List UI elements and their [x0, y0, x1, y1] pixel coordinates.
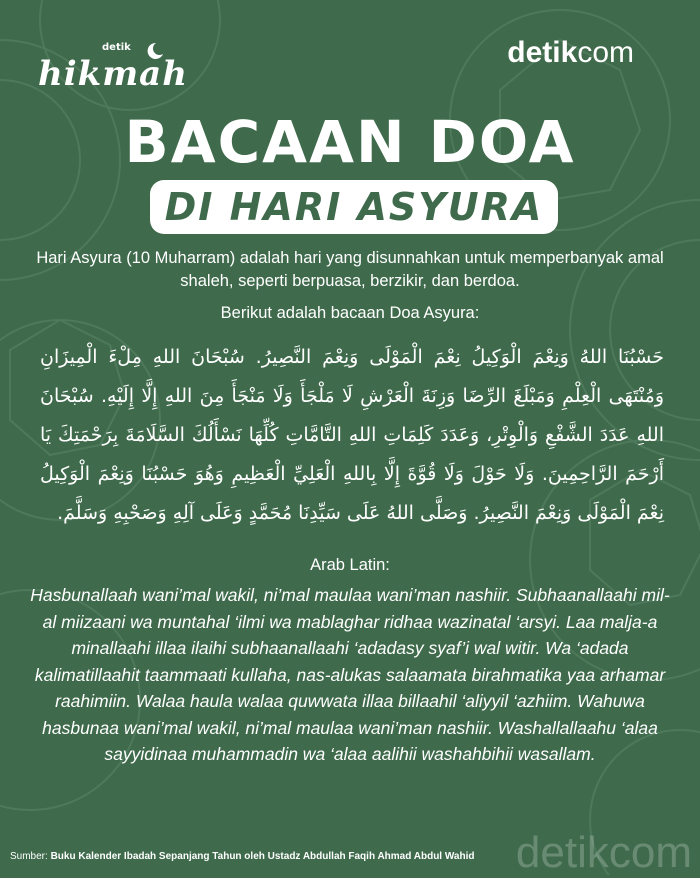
- detikcom-logo-bold: detik: [507, 36, 578, 69]
- detikcom-logo-light: com: [577, 36, 634, 69]
- source-label: Sumber:: [10, 851, 48, 862]
- source-credit: [10, 851, 474, 862]
- arabic-heading: Berikut adalah bacaan Doa Asyura:: [220, 304, 480, 322]
- source-text: Buku Kalender Ibadah Sepanjang Tahun oleh Ustadz Abdullah Faqih Ahmad Abdul Wahid: [50, 851, 475, 862]
- subtitle-text: DI HARI ASYURA: [164, 185, 544, 229]
- hikmah-logo-text: hikmah: [38, 54, 188, 94]
- intro-paragraph: Hari Asyura (10 Muharram) adalah hari yang disunnahkan untuk memperbanyak amal shaleh, seperti berpuasa, berzikir, dan berdoa.: [36, 249, 664, 290]
- subtitle-banner: [150, 180, 558, 234]
- main-title: BACAAN DOA: [124, 108, 576, 176]
- detikcom-watermark: detikcom: [515, 828, 692, 877]
- latin-heading: Arab Latin:: [310, 556, 390, 574]
- arabic-prayer-text: حَسْبُنَا اللهُ وَنِعْمَ الْوَكِيلُ نِعْمَ الْمَوْلَى وَنِعْمَ النَّصِيرُ. سُبْحَانَ اللهِ مِلْءَ الْمِيزَانِ وَمُنْتَهَى الْعِلْمِ وَمَبْلَغَ الرِّضَا وَزِنَةَ الْعَرْشِ لَا مَلْجَأَ وَلَا مَنْجَأَ مِنَ اللهِ إِلَّا إِلَيْهِ. سُبْحَانَ اللهِ عَدَدَ الشَّفْعِ وَالْوِتْرِ، وَعَدَدَ كَلِمَاتِ اللهِ التَّامَّاتِ كُلِّهَا نَسْأَلُكَ السَّلَامَةَ بِرَحْمَتِكَ يَا أَرْحَمَ الرَّاحِمِينَ. وَلَا حَوْلَ وَلَا قُوَّةَ إِلَّا بِاللهِ الْعَلِيِّ الْعَظِيمِ وَهُوَ حَسْبُنَا وَنِعْمَ الْوَكِيلُ نِعْمَ الْمَوْلَى وَنِعْمَ النَّصِيرُ. وَصَلَّى اللهُ عَلَى سَيِّدِنَا مُحَمَّدٍ وَعَلَى آلِهِ وَصَحْبِهِ وَسَلَّمَ.: [40, 346, 664, 524]
- latin-transliteration: Hasbunallaah wani’mal wakil, ni’mal maulaa wani’man nashiir. Subhaanallaahi mil-al miizaani wa muntahal ‘ilmi wa mablaghar ridhaa wazinatal ‘arsyi. Laa malja-a minallaahi illaa ilaihi subhaanallaahi ‘adadasy syaf’i wal witir. Wa ‘adada kalimatillaahit taammaati kullaha, nas-alukas salaamata birahmatika yaa arhamar raahimiin. Walaa haula walaa quwwata illaa billaahil ‘aliyyil ‘azhiim. Wahuwa hasbunaa wani’mal wakil, ni’mal maulaa wani’man nashiir. Washallallaahu ‘alaa sayyidinaa muhammadin wa ‘alaa aalihii washahbihii wasallam.: [30, 585, 670, 764]
- detikcom-logo: [507, 36, 634, 70]
- detik-hikmah-logo: [38, 38, 188, 98]
- hikmah-logo-small-text: detik: [102, 42, 131, 53]
